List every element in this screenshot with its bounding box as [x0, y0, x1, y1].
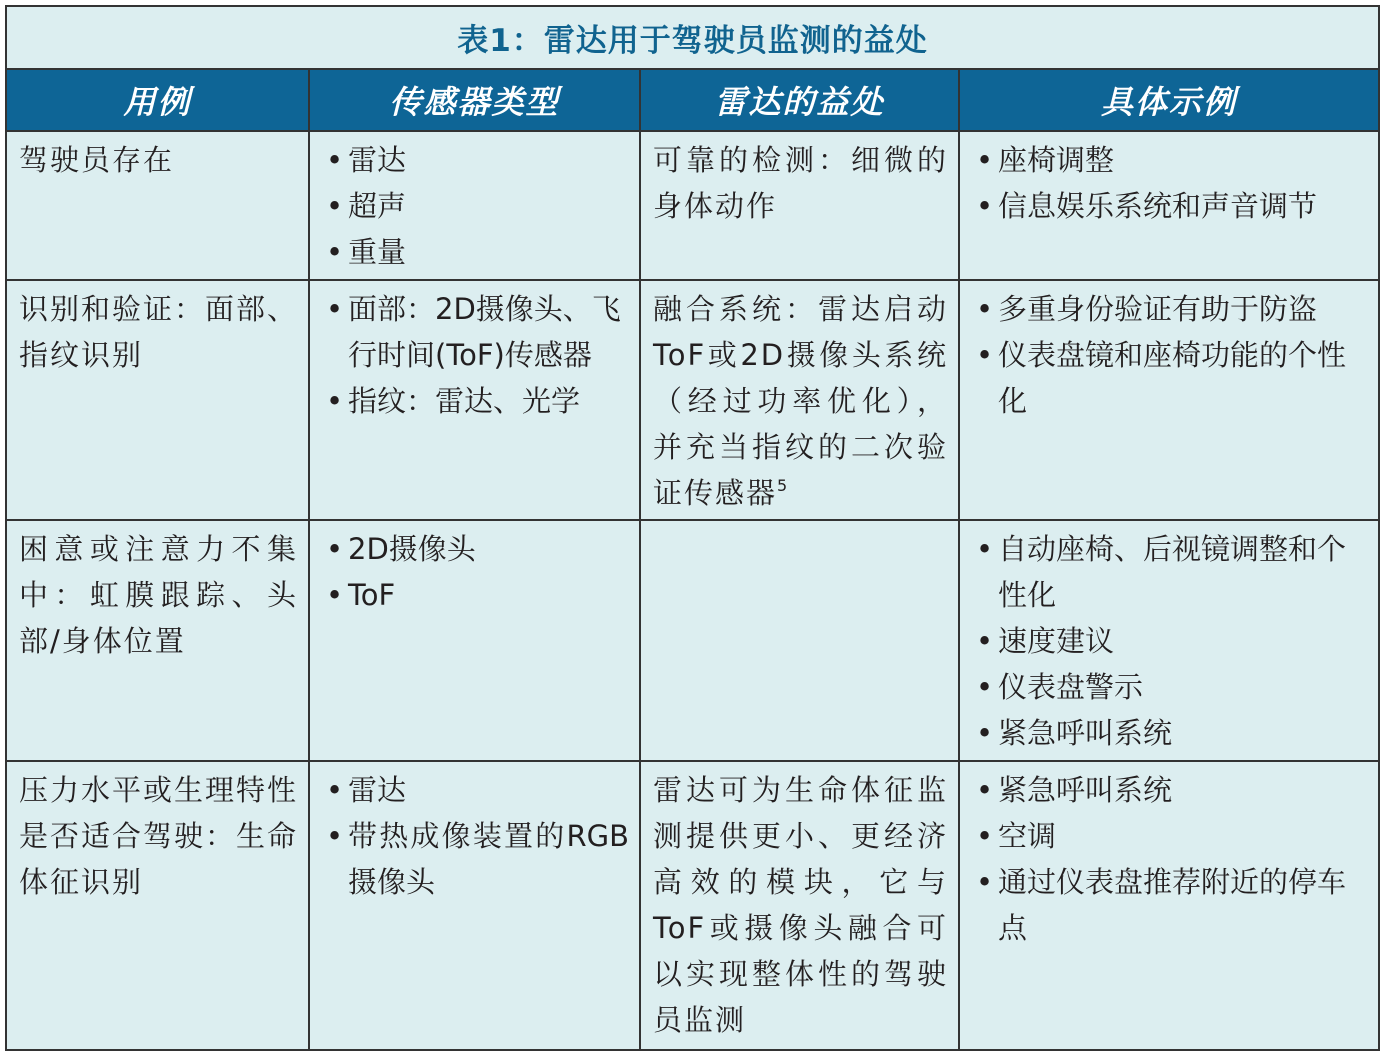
list-item: • 仪表盘镜和座椅功能的个性化	[972, 332, 1368, 424]
table-row	[6, 761, 1379, 1050]
table-title: 表1：雷达用于驾驶员监测的益处	[6, 6, 1379, 69]
example-cell	[959, 131, 1379, 280]
footnote-marker: 5	[777, 476, 790, 495]
table-row	[6, 280, 1379, 520]
benefit-text: 可靠的检测：细微的身体动作	[653, 143, 948, 223]
list-item: • 面部：2D摄像头、飞行时间(ToF)传感器	[322, 286, 629, 378]
benefit-cell	[640, 761, 959, 1050]
benefits-table-frame	[5, 5, 1378, 1049]
list-item: • 自动座椅、后视镜调整和个性化	[972, 526, 1368, 618]
table-row	[6, 520, 1379, 761]
example-cell	[959, 761, 1379, 1050]
list-item: • 速度建议	[972, 618, 1368, 664]
list-item: • 带热成像装置的RGB摄像头	[322, 813, 629, 905]
list-item: • 雷达	[322, 137, 629, 183]
list-item: • 多重身份验证有助于防盗	[972, 286, 1368, 332]
list-item: • 紧急呼叫系统	[972, 710, 1368, 756]
use-case-cell: 驾驶员存在	[6, 131, 309, 280]
example-cell	[959, 520, 1379, 761]
benefit-cell	[640, 520, 959, 761]
list-item: • 重量	[322, 229, 629, 275]
sensor-cell	[309, 520, 640, 761]
sensor-cell	[309, 761, 640, 1050]
use-case-cell: 困意或注意力不集中：虹膜跟踪、头部/身体位置	[6, 520, 309, 761]
list-item: • 2D摄像头	[322, 526, 629, 572]
use-case-cell: 识别和验证：面部、指纹识别	[6, 280, 309, 520]
list-item: • 座椅调整	[972, 137, 1368, 183]
header-examples: 具体示例	[959, 69, 1379, 131]
benefit-cell	[640, 280, 959, 520]
header-row	[6, 69, 1379, 131]
use-case-cell: 压力水平或生理特性是否适合驾驶：生命体征识别	[6, 761, 309, 1050]
list-item: • 指纹：雷达、光学	[322, 378, 629, 424]
list-item: • 超声	[322, 183, 629, 229]
header-use-case: 用例	[6, 69, 309, 131]
header-sensor-type: 传感器类型	[309, 69, 640, 131]
list-item: • 仪表盘警示	[972, 664, 1368, 710]
example-cell	[959, 280, 1379, 520]
list-item: • ToF	[322, 572, 629, 618]
list-item: • 信息娱乐系统和声音调节	[972, 183, 1368, 229]
benefit-text: 融合系统：雷达启动ToF或2D摄像头系统（经过功率优化），并充当指纹的二次验证传感器	[653, 292, 948, 510]
sensor-cell	[309, 280, 640, 520]
list-item: • 雷达	[322, 767, 629, 813]
benefit-cell	[640, 131, 959, 280]
sensor-cell	[309, 131, 640, 280]
benefit-text: 雷达可为生命体征监测提供更小、更经济高效的模块，它与ToF或摄像头融合可以实现整体性的驾驶员监测	[653, 773, 948, 1037]
header-radar-benefit: 雷达的益处	[640, 69, 959, 131]
list-item: • 通过仪表盘推荐附近的停车点	[972, 859, 1368, 951]
table-row	[6, 131, 1379, 280]
list-item: • 空调	[972, 813, 1368, 859]
benefits-table	[5, 5, 1380, 1051]
list-item: • 紧急呼叫系统	[972, 767, 1368, 813]
